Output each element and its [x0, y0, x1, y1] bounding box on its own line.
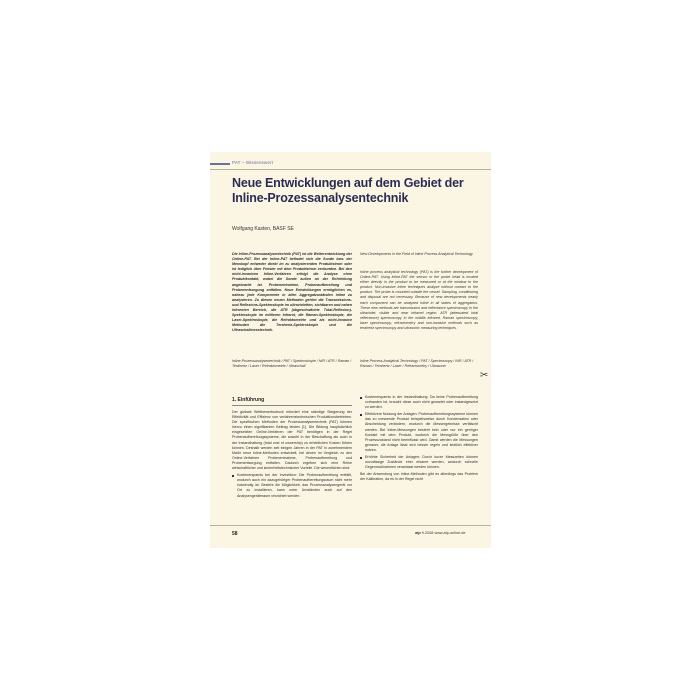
article-title: Neue Entwicklungen auf dem Gebiet der Inline-Prozessanalysentechnik: [232, 176, 464, 205]
section-heading: 1. Einführung: [232, 397, 265, 403]
article-author: Wolfgang Kasten, BASF SE: [232, 226, 294, 232]
body-paragraph: Der globale Wettbewerbsdruck erfordert eine ständige Steigerung der Effektivität und Effizienz von verfahrenstechnischen Produktionsbetrieben. Die spezifischen Methoden der Prozessanalysentechnik (PAT) können hierzu einen signifikanten Beitrag leisten [1]. Die Bildung hauptsächlich eingesetzten Online-Verfahren der PAT benötigen in der Regel Probenaufbereitungssysteme, die sowohl in der Beschaffung als auch in der Instandhaltung (total cost of ownership) zu erheblichen Kosten führen können. Deshalb werden seit einigen Jahren in der PAT in zunehmendem Maße neue Inline-Methoden entwickelt, bei denen im Vergleich zu den Online-Verfahren Probenentnahme, Probenaufbereitung und Probenentsorgung entfallen. Dadurch ergeben sich eine Reihe wirtschaftlicher und sicherheitstechnischer Vorteile. Die wesentlichen sind:: [232, 410, 352, 471]
scissors-icon: ✂: [480, 370, 489, 381]
abstract-de: Die Inline-Prozessanalysentechnik (PAT) ist die Weiterentwicklung der Online-PAT. Bei der Inline-PAT befindet sich die Sonde bzw. der Messkopf entweder direkt im zu analysierenden Produktstrom oder ist lediglich über Fenster mit dem Produktstrom verbunden. Bei den nicht-invasiven Inline-Verfahren erfolgt die Analyse ohne Produktkontakt, wobei die Sonde außen an der Rohrleitung angebracht ist. Probenentnahme, Probenaufbereitung und Probenentsorgung entfallen. Neue Entwicklungen ermöglichen es, nahezu jede Komponente in allen Aggregatzuständen inline zu analysieren. Zu diesen neuen Methoden gehört die Transmissions- und Reflexions-Spektroskopie im ultravioletten, sichtbaren und nahen infraroten Bereich, die ATR (abgeschwächte Total-Reflexion)-Spektroskopie im mittleren Infrarot, die Raman-Spektroskopie, die Laser-Spektroskopie, die Refraktometrie und als nicht-invasive Methoden die Terahertz-Spektroskopie und die Ultraschallmesstechnik.: [232, 252, 352, 333]
section-divider: [232, 405, 352, 406]
header-divider: [210, 169, 491, 170]
bullet-item: Kostenersparnis bei der Investition: Die Probenaufbereitung entfällt, wodurch auch ein dazugehöriger Probenaufbereitungsraum nicht mehr notwendig ist. Besteht die Möglichkeit, das Prozessanalysengerät vor Ort zu installieren, kann unter Umständen auch auf den Analysengeräteraum verzichtet werden.: [232, 473, 352, 498]
bullet-item: Kostenersparnis in der Instandhaltung: Da keine Probenaufbereitung vorhanden ist, braucht diese auch nicht gewartet oder instandgesetzt zu werden.: [360, 395, 478, 410]
body-column-left: [232, 410, 352, 501]
magazine-page: [210, 152, 491, 548]
journal-name: atp: [415, 531, 421, 535]
journal-issue: 9.2008: [421, 531, 434, 535]
bullet-item: Effektivere Nutzung der Anlagen: Probenaufbereitungssysteme können das zu messende Produkt beispielsweise durch Kondensation oder Abscheidung verändern, wodurch die Messergebnisse verfälscht werden. Bei Inline-Messungen besteht kein oder nur ein geringer Kontakt mit dem Produkt, wodurch die Messgröße über den Prozesszustand nicht beeinflusst wird. Damit werden die Messungen genauer, die Anlage lässt sich besser regeln und letztlich effektiver nutzen.: [360, 412, 478, 453]
header-accent-bar: [210, 163, 230, 165]
bullet-item: Erhöhte Sicherheit der Anlagen: Durch kurze Messzeiten können unzulässige Zustände eher erkannt werden, wodurch schnelle Gegenmaßnahmen veranlasst werden können.: [360, 455, 478, 470]
body-column-right: [360, 395, 478, 485]
page-number: 58: [232, 531, 238, 537]
keywords-en: Inline Process Analytical Technology / PAT / Spectroscopy / NIR / ATR / Raman / Terahertz / Laser / Refractometry / Ultrasonic: [360, 359, 474, 369]
abstract-en: Inline process analytical technology (PAT) is the further development of Online-PAT. Using inline-PAT the sensor or the probe head is located either directly in the product to be measured or at the window to the product. Non-invasive inline techniques analyse without contact to the product. The probe is mounted outside the vessel. Sampling, conditioning and disposal are not necessary. Because of new developments nearly each component can be analyzed inline in all states of aggregation. These new methods are transmission and reflectance spectroscopy in the ultraviolet, visible and near infrared region, ATR (attenuated total reflectance) spectroscopy in the middle infrared, Raman spectroscopy, laser spectroscopy, refractometry and non-invasive methods such as terahertz spectroscopy and ultrasonic measuring techniques.: [360, 270, 478, 331]
section-label: PAT – Wissenswert: [232, 160, 274, 165]
footer-journal: [415, 531, 465, 535]
keywords-de: Inline-Prozessanalysentechnik / PAT / Spektroskopie / NIR / ATR / Raman / Terahertz / Laser / Refraktometrie / Ultraschall: [232, 359, 352, 369]
title-en: New Developments in the Field of Inline Process Analytical Technology: [360, 252, 473, 256]
body-paragraph: Bei der Anwendung von Inline-Methoden gibt es allerdings das Problem der Kalibration, da es in der Regel nicht: [360, 472, 478, 482]
journal-url[interactable]: www.atp-online.de: [434, 531, 466, 535]
footer-divider: [210, 525, 491, 526]
